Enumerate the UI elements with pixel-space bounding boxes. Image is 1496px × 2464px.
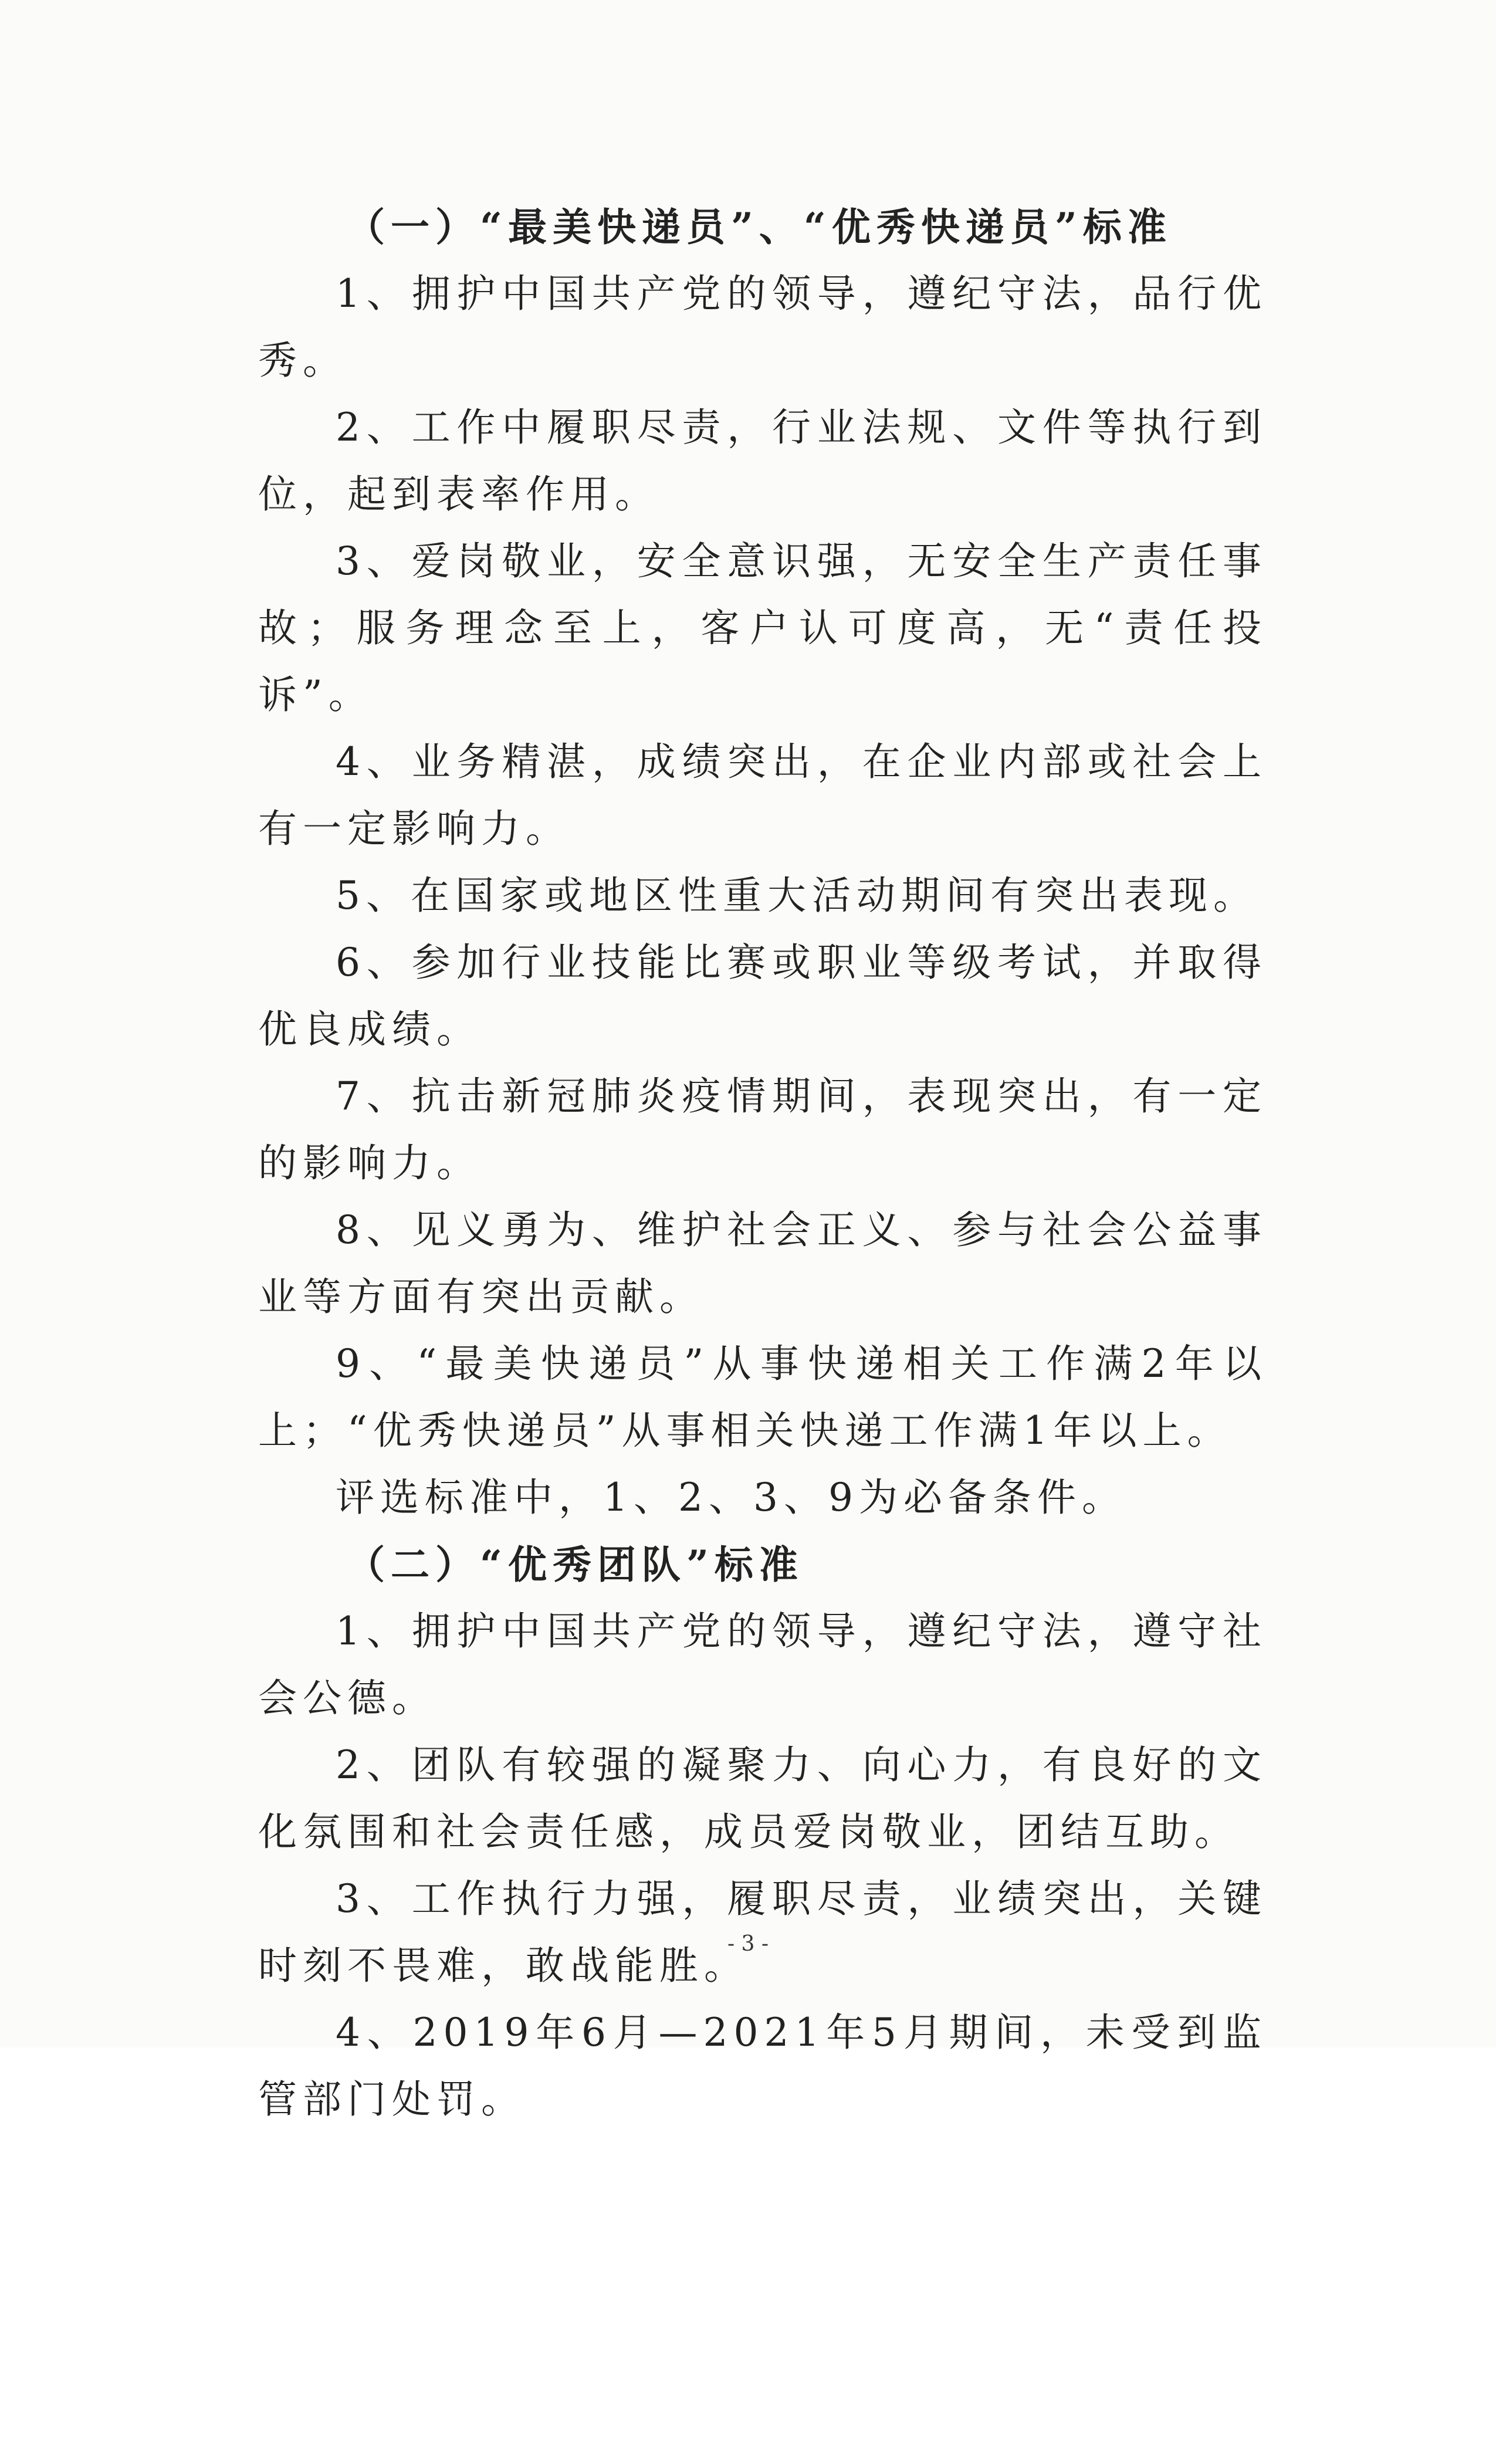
section-2-item-3: 3、工作执行力强，履职尽责，业绩突出，关键时刻不畏难，敢战能胜。 xyxy=(258,1876,1267,1988)
document-body xyxy=(258,194,1267,2133)
page-number: - 3 - xyxy=(727,1932,769,1956)
section-2-heading: （二）“优秀团队”标准 xyxy=(346,1542,804,1588)
section-2-item-1: 1、拥护中国共产党的领导，遵纪守法，遵守社会公德。 xyxy=(258,1609,1267,1721)
section-2-item-2: 2、团队有较强的凝聚力、向心力，有良好的文化氛围和社会责任感，成员爱岗敬业，团结互助。 xyxy=(258,1742,1267,1854)
section-1-item-3: 3、爱岗敬业，安全意识强，无安全生产责任事故；服务理念至上，客户认可度高，无“责任投诉”。 xyxy=(258,539,1267,717)
section-1-item-5: 5、在国家或地区性重大活动期间有突出表现。 xyxy=(336,873,1258,918)
section-1-item-9: 9、“最美快递员”从事快递相关工作满2年以上；“优秀快递员”从事相关快递工作满1年以上。 xyxy=(258,1341,1267,1453)
section-1-item-1: 1、拥护中国共产党的领导，遵纪守法，品行优秀。 xyxy=(258,271,1267,383)
section-2-item-4: 4、2019年6月—2021年5月期间，未受到监管部门处罚。 xyxy=(258,2010,1267,2122)
section-1-item-7: 7、抗击新冠肺炎疫情期间，表现突出，有一定的影响力。 xyxy=(258,1074,1267,1186)
section-1-heading: （一）“最美快递员”、“优秀快递员”标准 xyxy=(346,204,1172,250)
section-1-item-2: 2、工作中履职尽责，行业法规、文件等执行到位，起到表率作用。 xyxy=(258,405,1267,517)
section-1-item-8: 8、见义勇为、维护社会正义、参与社会公益事业等方面有突出贡献。 xyxy=(258,1207,1267,1319)
section-1-item-6: 6、参加行业技能比赛或职业等级考试，并取得优良成绩。 xyxy=(258,940,1267,1052)
section-1-note: 评选标准中，1、2、3、9为必备条件。 xyxy=(336,1475,1126,1520)
section-1-item-4: 4、业务精湛，成绩突出，在企业内部或社会上有一定影响力。 xyxy=(258,739,1267,851)
